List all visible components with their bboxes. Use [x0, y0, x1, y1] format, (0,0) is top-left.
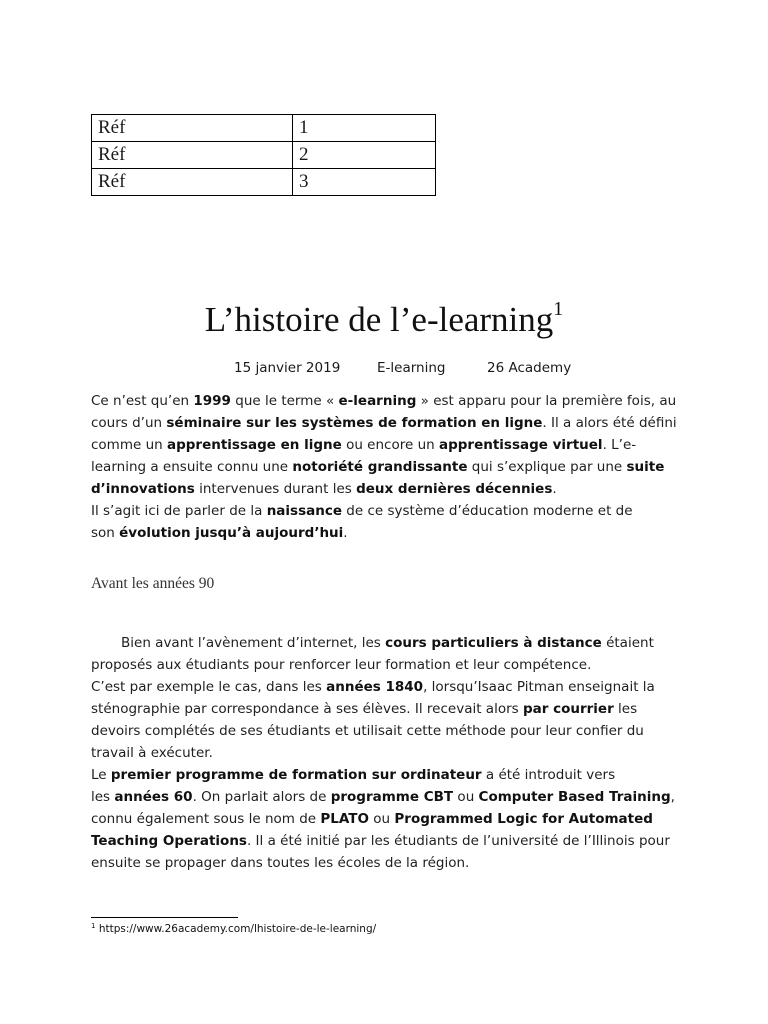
reference-label-cell: Réf [92, 169, 293, 196]
bold-run: e-learning [338, 393, 417, 409]
text-line [91, 635, 654, 651]
text-run: sténographie par correspondance à ses élèves. Il recevait alors [91, 701, 523, 717]
text-line [91, 459, 664, 475]
text-line [91, 789, 675, 805]
text-run: a été introduit vers [481, 767, 616, 783]
reference-row [92, 115, 436, 142]
text-line [91, 503, 633, 519]
bold-run: programme CBT [330, 789, 454, 805]
text-run: . Il a alors été défini [542, 415, 677, 431]
text-run: intervenues durant les [194, 481, 357, 497]
text-run: que le terme « [230, 393, 339, 409]
text-line [91, 701, 637, 717]
text-run: ou [453, 789, 479, 805]
bold-run: apprentissage en ligne [166, 437, 342, 453]
bold-run: premier programme de formation sur ordinateur [110, 767, 482, 783]
text-run: cours d’un [91, 415, 167, 431]
bold-run: apprentissage virtuel [438, 437, 603, 453]
body-paragraph [91, 632, 681, 874]
bold-run: Computer Based Training [478, 789, 671, 805]
title-footnote-mark[interactable]: 1 [553, 298, 564, 320]
article-title [0, 296, 768, 344]
text-run: Ce n’est qu’en [91, 393, 194, 409]
text-line [91, 437, 636, 453]
bold-run: d’innovations [91, 481, 195, 497]
bold-run: deux dernières décennies [356, 481, 553, 497]
article-meta [0, 358, 768, 378]
author-link[interactable]: 26 Academy [487, 360, 572, 376]
reference-row [92, 142, 436, 169]
text-line [91, 833, 670, 849]
text-line [91, 767, 615, 783]
text-line [91, 481, 557, 497]
reference-table-body [92, 115, 436, 196]
text-line [91, 657, 591, 673]
text-run: travail à exécuter. [91, 745, 213, 761]
text-run: ou [368, 811, 395, 827]
footnote-separator [91, 917, 238, 918]
category-link[interactable]: E-learning [377, 360, 446, 376]
bold-run: par courrier [522, 701, 614, 717]
reference-value-cell: 3 [293, 169, 436, 196]
text-run: Le [91, 767, 111, 783]
text-run: . [343, 525, 348, 541]
bold-run: Programmed Logic for Automated [394, 811, 653, 827]
text-run: les [91, 789, 115, 805]
text-line [91, 525, 348, 541]
bold-run: séminaire sur les systèmes de formation en ligne [166, 415, 543, 431]
bold-run: naissance [266, 503, 342, 519]
bold-run: Teaching Operations [91, 833, 247, 849]
text-line [91, 745, 213, 761]
text-run: . On parlait alors de [192, 789, 331, 805]
text-run: son [91, 525, 120, 541]
text-run: » est apparu pour la première fois, au [416, 393, 677, 409]
bold-run: cours particuliers à distance [385, 635, 602, 651]
reference-row [92, 169, 436, 196]
article-title-text: L’histoire de l’e-learning [204, 300, 554, 339]
footnote [91, 921, 376, 937]
bold-run: 1999 [193, 393, 231, 409]
text-run: C’est par exemple le cas, dans les [91, 679, 327, 695]
bold-run: suite [626, 459, 665, 475]
text-run: proposés aux étudiants pour renforcer leur formation et leur compétence. [91, 657, 592, 673]
reference-value-cell: 1 [293, 115, 436, 142]
text-run: Il s’agit ici de parler de la [91, 503, 267, 519]
reference-label-cell: Réf [92, 142, 293, 169]
text-run: . Il a été initié par les étudiants de l’université de l’Illinois pour [246, 833, 670, 849]
text-run: de ce système d’éducation moderne et de [342, 503, 633, 519]
text-line [91, 679, 655, 695]
text-line [91, 723, 644, 739]
bold-run: notoriété grandissante [292, 459, 468, 475]
footnote-link[interactable]: https://www.26academy.com/lhistoire-de-le-learning/ [98, 923, 377, 935]
reference-label-cell: Réf [92, 115, 293, 142]
text-line [91, 811, 653, 827]
bold-run: années 1840 [326, 679, 424, 695]
section-heading: Avant les années 90 [91, 575, 215, 592]
reference-table [91, 114, 436, 196]
text-run: étaient [601, 635, 654, 651]
text-run: les [613, 701, 638, 717]
text-run: , lorsqu’Isaac Pitman enseignait la [423, 679, 655, 695]
text-line [91, 415, 677, 431]
text-run: Bien avant l’avènement d’internet, les [121, 635, 386, 651]
text-run: connu également sous le nom de [91, 811, 321, 827]
bold-run: évolution jusqu’à aujourd’hui [119, 525, 344, 541]
text-run: qui s’explique par une [467, 459, 627, 475]
text-run: . [552, 481, 557, 497]
text-line [91, 855, 469, 871]
text-run: comme un [91, 437, 167, 453]
publish-date: 15 janvier 2019 [234, 360, 341, 376]
text-run: devoirs complétés de ses étudiants et utilisait cette méthode pour leur confier du [91, 723, 644, 739]
footnote-mark: 1 [91, 922, 96, 930]
text-run: ou encore un [341, 437, 439, 453]
text-run: , [670, 789, 675, 805]
text-run: . L’e- [602, 437, 637, 453]
bold-run: PLATO [320, 811, 369, 827]
intro-paragraph [91, 390, 681, 544]
text-run: learning a ensuite connu une [91, 459, 293, 475]
reference-value-cell: 2 [293, 142, 436, 169]
bold-run: années 60 [114, 789, 193, 805]
text-line [91, 393, 676, 409]
text-run: ensuite se propager dans toutes les écoles de la région. [91, 855, 470, 871]
